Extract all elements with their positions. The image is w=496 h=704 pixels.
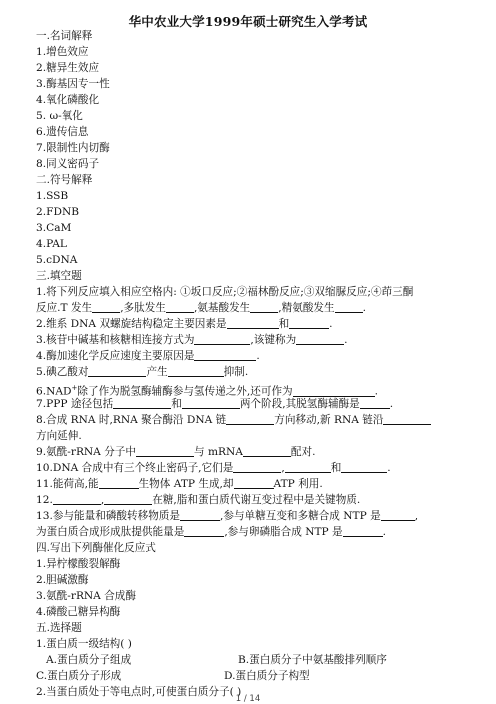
fill-blank xyxy=(227,318,279,329)
question-13-line-2: 为蛋白质合成形成肽提供能量是 ,参与卵磷脂合成 NTP 是 . xyxy=(36,526,387,538)
fill-blank xyxy=(166,302,194,313)
question-1-line-2: 反应.T 发生 ,多肽发生 ,氨基酸发生 ,精氨酸发生 . xyxy=(36,302,366,314)
list-item: 1.异柠檬酸裂解酶 xyxy=(36,558,121,570)
page-number: 1 / 14 xyxy=(235,694,261,704)
question-7: 7.PPP 途径包括 和 两个阶段,其脱氢酶辅酶是 . xyxy=(36,398,394,410)
choice-question-1: 1.蛋白质一级结构( ) xyxy=(36,638,132,650)
section-3-heading: 三.填空题 xyxy=(36,270,82,282)
fill-blank xyxy=(381,510,415,521)
fill-blank xyxy=(113,398,171,409)
choice-question-2: 2.当蛋白质处于等电点时,可使蛋白质分子( ) xyxy=(36,686,242,698)
list-item: 6.遗传信息 xyxy=(36,126,89,138)
list-item: 4.磷酸己糖异构酶 xyxy=(36,606,121,618)
choice-option-b: B.蛋白质分子中氨基酸排列顺序 xyxy=(238,654,387,666)
section-5-heading: 五.选择题 xyxy=(36,622,82,634)
list-item: 8.同义密码子 xyxy=(36,158,100,170)
section-4-heading: 四.写出下列酶催化反应式 xyxy=(36,542,156,554)
question-5: 5.碘乙酸对 产生 抑制. xyxy=(36,366,249,378)
fill-blank xyxy=(136,446,194,457)
question-4: 4.酶加速化学反应速度主要原因是 . xyxy=(36,350,260,362)
question-8-line-2: 方向延伸. xyxy=(36,430,82,442)
fill-blank xyxy=(243,446,291,457)
fill-blank xyxy=(184,526,224,537)
fill-blank xyxy=(234,478,274,489)
choice-option-c: C.蛋白质分子形成 xyxy=(36,670,122,682)
list-item: 4.氧化磷酸化 xyxy=(36,94,100,106)
choice-option-a: A.蛋白质分子组成 xyxy=(46,654,132,666)
question-6: 6.NAD+除了作为脱氢酶辅酶参与氢传递之外,还可作为 . xyxy=(36,384,379,398)
fill-blank xyxy=(289,318,329,329)
fill-blank xyxy=(285,462,331,473)
fill-blank xyxy=(194,334,250,345)
fill-blank xyxy=(335,302,363,313)
section-2-heading: 二.符号解释 xyxy=(36,174,93,186)
list-item: 7.限制性内切酶 xyxy=(36,142,110,154)
question-8-line-1: 8.合成 RNA 时,RNA 聚合酶沿 DNA 链 方向移动,新 RNA 链沿 xyxy=(36,414,431,427)
fill-blank xyxy=(92,302,120,313)
fill-blank xyxy=(180,510,220,521)
fill-blank xyxy=(341,462,387,473)
list-item: 5. ω-氧化 xyxy=(36,110,83,122)
fill-blank xyxy=(88,366,146,377)
fill-blank xyxy=(293,386,375,397)
question-10: 10.DNA 合成中有三个终止密码子,它们是 , 和 . xyxy=(36,462,391,474)
fill-blank xyxy=(182,398,240,409)
fill-blank xyxy=(233,462,281,473)
fill-blank xyxy=(360,398,390,409)
list-item: 2.糖异生效应 xyxy=(36,62,100,74)
question-3: 3.核苷中碱基和核糖相连接方式为 ,该键称为 . xyxy=(36,334,348,346)
fill-blank xyxy=(343,526,383,537)
question-13-line-1: 13.参与能量和磷酸转移物质是 ,参与单糖互变和多糖合成 NTP 是 , xyxy=(36,510,419,522)
list-item: 3.氨酰-rRNA 合成酶 xyxy=(36,590,136,602)
fill-blank xyxy=(104,494,152,505)
list-item: 5.cDNA xyxy=(36,254,78,266)
exam-title: 华中农业大学1999年硕士研究生入学考试 xyxy=(128,14,368,29)
fill-blank xyxy=(296,334,344,345)
fill-blank xyxy=(226,414,274,425)
list-item: 2.FDNB xyxy=(36,206,80,218)
question-1-line-1: 1.将下列反应填入相应空格内: ①坂口反应;②福林酚反应;③双缩脲反应;④茚三酮 xyxy=(36,286,414,298)
fill-blank xyxy=(53,494,101,505)
list-item: 3.酶基因专一性 xyxy=(36,78,110,90)
choice-option-d: D.蛋白质分子构型 xyxy=(224,670,310,682)
list-item: 2.胆碱激酶 xyxy=(36,574,89,586)
fill-blank xyxy=(250,302,278,313)
question-2: 2.维系 DNA 双螺旋结构稳定主要因素是 和 . xyxy=(36,318,333,330)
list-item: 4.PAL xyxy=(36,238,67,250)
question-11: 11.能荷高,能 生物体 ATP 生成,却 ATP 利用. xyxy=(36,478,323,490)
question-12: 12. , 在糖,脂和蛋白质代谢互变过程中是关键物质. xyxy=(36,494,361,506)
list-item: 1.增色效应 xyxy=(36,46,89,58)
fill-blank xyxy=(194,350,256,361)
fill-blank xyxy=(99,478,139,489)
section-1-heading: 一.名词解释 xyxy=(36,30,93,42)
list-item: 3.CaM xyxy=(36,222,72,234)
fill-blank xyxy=(168,366,224,377)
list-item: 1.SSB xyxy=(36,190,69,202)
question-9: 9.氨酰-rRNA 分子中 与 mRNA 配对. xyxy=(36,446,316,458)
fill-blank xyxy=(383,414,431,425)
